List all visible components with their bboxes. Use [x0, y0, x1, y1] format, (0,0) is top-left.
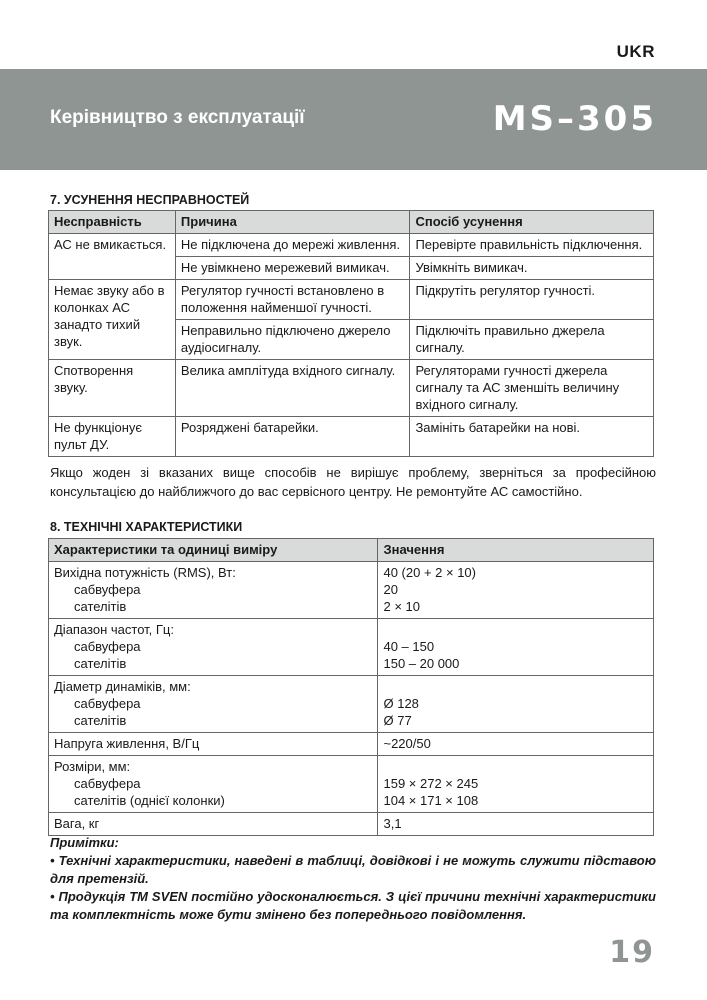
fix-cell: Перевірте правильність підключення.: [410, 234, 654, 257]
column-header: Несправність: [49, 211, 176, 234]
table-row: [49, 676, 654, 733]
table-row: [49, 280, 654, 320]
spec-label-cell: [49, 619, 378, 676]
header-banner: [0, 69, 707, 170]
spec-sub-value: 40 – 150: [383, 639, 435, 654]
spec-value-cell: [378, 676, 654, 733]
spec-sub-label: сателітів: [74, 713, 127, 728]
table-row: [49, 234, 654, 257]
table-row: [49, 813, 654, 836]
page-number: 19: [609, 935, 655, 970]
manual-title: Керівництво з експлуатації: [50, 107, 305, 128]
column-header: Характеристики та одиниці виміру: [49, 539, 378, 562]
spec-sub-value: 20: [383, 582, 398, 597]
spec-label-cell: [49, 733, 378, 756]
note-item: • Технічні характеристики, наведені в таблиці, довідкові і не можуть служити підставою для претензій.: [50, 853, 656, 886]
specs-table: [48, 538, 654, 836]
cause-cell: Регулятор гучності встановлено в положення найменшої гучності.: [175, 280, 410, 320]
spec-sub-label: сателітів: [74, 656, 127, 671]
spec-label-cell: [49, 676, 378, 733]
table-header-row: [49, 539, 654, 562]
specs-title: 8. ТЕХНІЧНІ ХАРАКТЕРИСТИКИ: [50, 520, 243, 534]
spec-value-cell: [378, 562, 654, 619]
spec-label: Розміри, мм:: [54, 759, 131, 774]
spec-sub-value: 104 × 171 × 108: [383, 793, 479, 808]
table-row: [49, 562, 654, 619]
note-item: • Продукція TM SVEN постійно удосконалюється. З цієї причини технічні характеристики та комплектність може бути змінено без попереднього повідомлення.: [50, 889, 656, 922]
spec-value-cell: [378, 619, 654, 676]
spec-sub-label: сабвуфера: [74, 696, 141, 711]
spec-label-cell: [49, 756, 378, 813]
table-row: [49, 360, 654, 417]
fault-cell: Немає звуку або в колонках АС занадто тихий звук.: [49, 280, 176, 360]
spec-label: Вихідна потужність (RMS), Вт:: [54, 565, 236, 580]
spec-sub-label: сабвуфера: [74, 639, 141, 654]
spec-sub-label: сабвуфера: [74, 582, 141, 597]
model-name: MS–305: [492, 99, 657, 139]
spec-label-cell: [49, 813, 378, 836]
spec-sub-value: 150 – 20 000: [383, 656, 460, 671]
fault-cell: АС не вмикається.: [49, 234, 176, 280]
fault-cell: Не функціонує пульт ДУ.: [49, 417, 176, 457]
notes-title: Примітки:: [50, 835, 119, 850]
spec-sub-label: сабвуфера: [74, 776, 141, 791]
spec-value-cell: [378, 813, 654, 836]
spec-sub-value: 159 × 272 × 245: [383, 776, 479, 791]
fix-cell: Підключіть правильно джерела сигналу.: [410, 320, 654, 360]
notes-block: [50, 834, 656, 924]
troubleshooting-table: [48, 210, 654, 457]
fix-cell: Увімкніть вимикач.: [410, 257, 654, 280]
fix-cell: Замініть батарейки на нові.: [410, 417, 654, 457]
cause-cell: Розряджені батарейки.: [175, 417, 410, 457]
spec-label: Напруга живлення, В/Гц: [54, 736, 200, 751]
spec-label: Діаметр динаміків, мм:: [54, 679, 191, 694]
spec-sub-value: Ø 128: [383, 696, 419, 711]
spec-value: 40 (20 + 2 × 10): [383, 565, 476, 580]
spec-sub-value: 2 × 10: [383, 599, 420, 614]
fault-cell: Спотворення звуку.: [49, 360, 176, 417]
table-header-row: [49, 211, 654, 234]
column-header: Спосіб усунення: [410, 211, 654, 234]
cause-cell: Не увімкнено мережевий вимикач.: [175, 257, 410, 280]
fix-cell: Підкрутіть регулятор гучності.: [410, 280, 654, 320]
spec-sub-value: Ø 77: [383, 713, 412, 728]
table-row: [49, 733, 654, 756]
cause-cell: Не підключена до мережі живлення.: [175, 234, 410, 257]
table-row: [49, 619, 654, 676]
spec-sub-label: сателітів (однієї колонки): [74, 793, 225, 808]
spec-label: Вага, кг: [54, 816, 100, 831]
cause-cell: Неправильно підключено джерело аудіосигналу.: [175, 320, 410, 360]
spec-value: ~220/50: [383, 736, 431, 751]
spec-sub-label: сателітів: [74, 599, 127, 614]
fix-cell: Регуляторами гучності джерела сигналу та АС зменшіть величину вхідного сигналу.: [410, 360, 654, 417]
service-note: Якщо жоден зі вказаних вище способів не вирішує проблему, зверніться за професійною консультацією до найближчого до вас сервісного центру. Не ремонтуйте АС самостійно.: [50, 465, 656, 499]
cause-cell: Велика амплітуда вхідного сигналу.: [175, 360, 410, 417]
language-label: UKR: [616, 42, 655, 61]
spec-value: 3,1: [383, 816, 402, 831]
column-header: Значення: [378, 539, 654, 562]
spec-value-cell: [378, 756, 654, 813]
column-header: Причина: [175, 211, 410, 234]
table-row: [49, 417, 654, 457]
table-row: [49, 756, 654, 813]
spec-value-cell: [378, 733, 654, 756]
spec-label-cell: [49, 562, 378, 619]
spec-label: Діапазон частот, Гц:: [54, 622, 174, 637]
troubleshooting-title: 7. УСУНЕННЯ НЕСПРАВНОСТЕЙ: [50, 193, 250, 207]
